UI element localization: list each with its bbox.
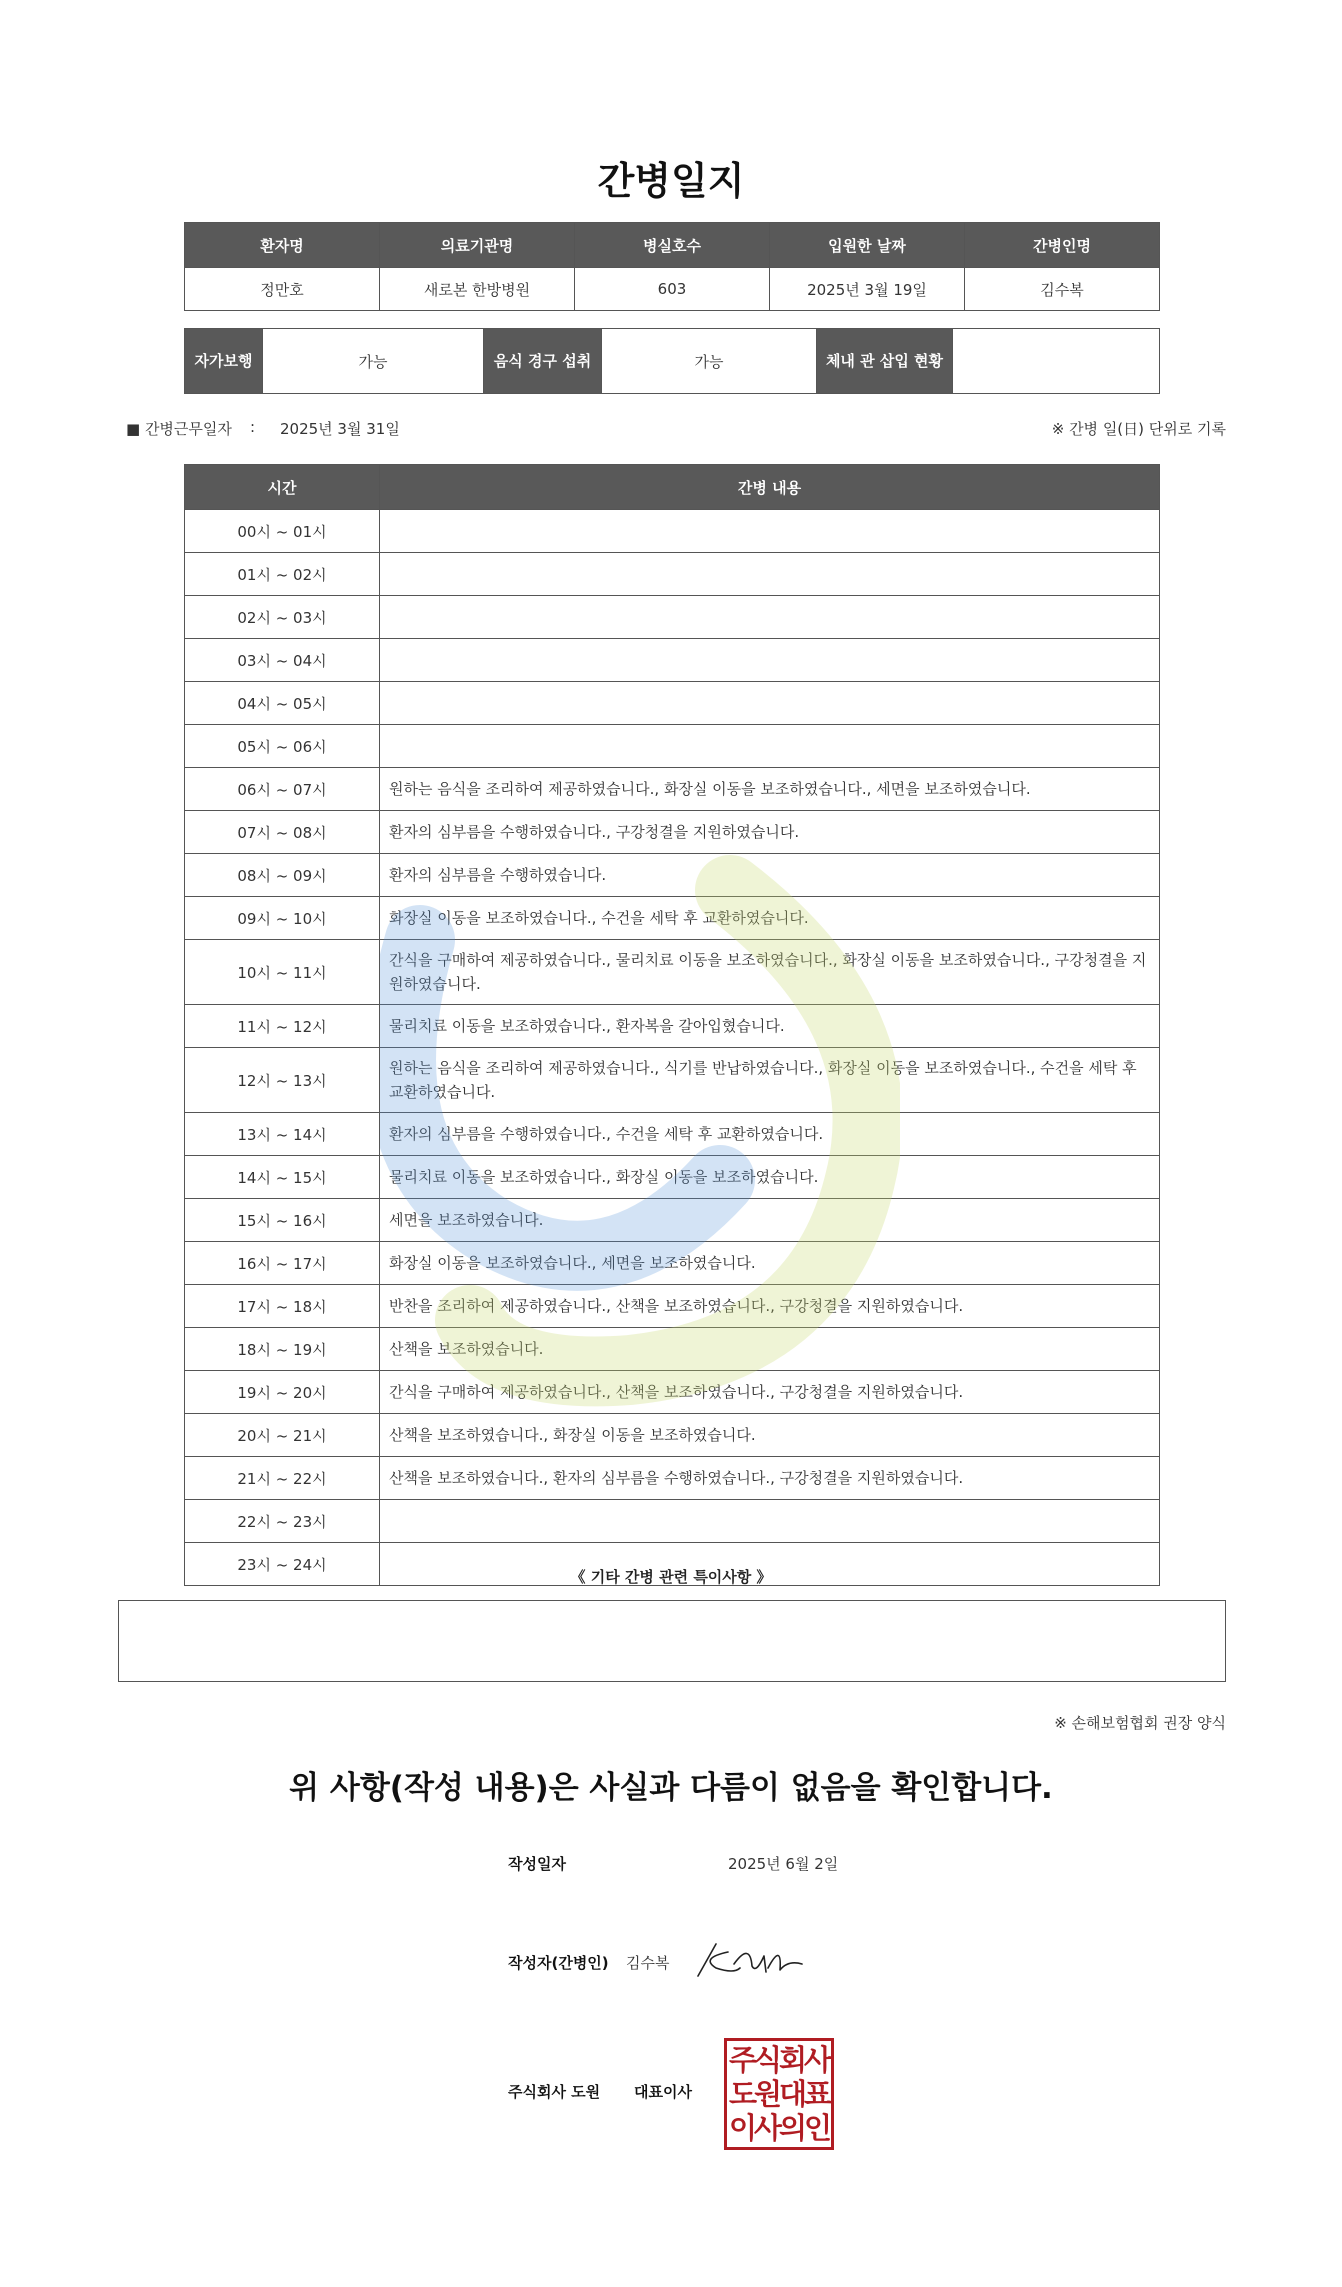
time-cell: 02시 ~ 03시 — [185, 596, 380, 639]
table-row — [185, 1414, 1160, 1457]
label-tube-insertion: 체내 관 삽입 현황 — [817, 329, 953, 394]
care-content-cell: 반찬을 조리하여 제공하였습니다., 산책을 보조하였습니다., 구강청결을 지원하였습니다. — [380, 1285, 1160, 1328]
insurance-form-note: ※ 손해보험협회 권장 양식 — [1054, 1714, 1226, 1732]
care-content-cell: 환자의 심부름을 수행하였습니다. — [380, 854, 1160, 897]
care-content-cell: 산책을 보조하였습니다., 환자의 심부름을 수행하였습니다., 구강청결을 지원하였습니다. — [380, 1457, 1160, 1500]
care-content-cell: 세면을 보조하였습니다. — [380, 1199, 1160, 1242]
care-log-header-row — [185, 465, 1160, 510]
table-row — [185, 510, 1160, 553]
confirmation-statement: 위 사항(작성 내용)은 사실과 다름이 없음을 확인합니다. — [289, 1770, 1053, 1806]
time-cell: 12시 ~ 13시 — [185, 1048, 380, 1113]
time-cell: 18시 ~ 19시 — [185, 1328, 380, 1371]
table-row — [185, 1500, 1160, 1543]
value-admission-date: 2025년 3월 19일 — [770, 268, 965, 311]
time-cell: 07시 ~ 08시 — [185, 811, 380, 854]
memo-box — [118, 1600, 1226, 1682]
table-row — [185, 1285, 1160, 1328]
care-content-cell — [380, 639, 1160, 682]
care-content-cell — [380, 1500, 1160, 1543]
patient-info-table — [184, 222, 1160, 311]
time-cell: 16시 ~ 17시 — [185, 1242, 380, 1285]
table-row — [185, 596, 1160, 639]
header-patient-name: 환자명 — [185, 223, 380, 268]
daily-unit-note: ※ 간병 일(日) 단위로 기록 — [1051, 420, 1226, 438]
time-cell: 04시 ~ 05시 — [185, 682, 380, 725]
table-row — [185, 854, 1160, 897]
time-cell: 19시 ~ 20시 — [185, 1371, 380, 1414]
label-self-walking: 자가보행 — [185, 329, 263, 394]
writer-name: 김수복 — [626, 1954, 670, 1972]
seal-line-3: 이사의인 — [728, 2111, 830, 2145]
patient-status-row — [185, 329, 1160, 394]
patient-info-header-row — [185, 223, 1160, 268]
care-content-cell: 환자의 심부름을 수행하였습니다., 수건을 세탁 후 교환하였습니다. — [380, 1113, 1160, 1156]
handwritten-signature — [694, 1938, 806, 1984]
care-content-cell: 원하는 음식을 조리하여 제공하였습니다., 식기를 반납하였습니다., 화장실 이동을 보조하였습니다., 수건을 세탁 후 교환하였습니다. — [380, 1048, 1160, 1113]
table-row — [185, 682, 1160, 725]
care-content-cell: 간식을 구매하여 제공하였습니다., 물리치료 이동을 보조하였습니다., 화장실 이동을 보조하였습니다., 구강청결을 지원하였습니다. — [380, 940, 1160, 1005]
work-date-label: ■ 간병근무일자 — [126, 420, 232, 438]
patient-status-table — [184, 328, 1160, 394]
value-oral-intake: 가능 — [602, 329, 817, 394]
table-row — [185, 1156, 1160, 1199]
care-content-cell: 환자의 심부름을 수행하였습니다., 구강청결을 지원하였습니다. — [380, 811, 1160, 854]
writer-label: 작성자(간병인) — [508, 1954, 609, 1972]
care-content-cell — [380, 553, 1160, 596]
value-self-walking: 가능 — [263, 329, 484, 394]
care-content-cell: 물리치료 이동을 보조하였습니다., 화장실 이동을 보조하였습니다. — [380, 1156, 1160, 1199]
care-content-cell: 원하는 음식을 조리하여 제공하였습니다., 화장실 이동을 보조하였습니다., 세면을 보조하였습니다. — [380, 768, 1160, 811]
table-row — [185, 725, 1160, 768]
time-cell: 03시 ~ 04시 — [185, 639, 380, 682]
time-cell: 11시 ~ 12시 — [185, 1005, 380, 1048]
ceo-label: 대표이사 — [634, 2083, 692, 2101]
memo-title: 《 기타 간병 관련 특이사항 》 — [570, 1568, 772, 1586]
company-label: 주식회사 도원 — [508, 2083, 601, 2101]
time-cell: 15시 ~ 16시 — [185, 1199, 380, 1242]
table-row — [185, 1048, 1160, 1113]
work-date-colon: : — [250, 418, 256, 436]
table-row — [185, 639, 1160, 682]
table-row — [185, 1005, 1160, 1048]
time-cell: 23시 ~ 24시 — [185, 1543, 380, 1586]
header-caregiver-name: 간병인명 — [965, 223, 1160, 268]
care-content-cell — [380, 682, 1160, 725]
header-care-content: 간병 내용 — [380, 465, 1160, 510]
value-hospital-name: 새로본 한방병원 — [380, 268, 575, 311]
time-cell: 06시 ~ 07시 — [185, 768, 380, 811]
table-row — [185, 1242, 1160, 1285]
time-cell: 05시 ~ 06시 — [185, 725, 380, 768]
care-content-cell: 물리치료 이동을 보조하였습니다., 환자복을 갈아입혔습니다. — [380, 1005, 1160, 1048]
time-cell: 21시 ~ 22시 — [185, 1457, 380, 1500]
written-date-value: 2025년 6월 2일 — [728, 1855, 839, 1873]
document-title: 간병일지 — [597, 159, 745, 203]
seal-line-2: 도원대표 — [728, 2077, 830, 2111]
table-row — [185, 553, 1160, 596]
time-cell: 13시 ~ 14시 — [185, 1113, 380, 1156]
table-row — [185, 897, 1160, 940]
care-content-cell — [380, 725, 1160, 768]
time-cell: 20시 ~ 21시 — [185, 1414, 380, 1457]
care-content-cell: 산책을 보조하였습니다., 화장실 이동을 보조하였습니다. — [380, 1414, 1160, 1457]
header-admission-date: 입원한 날짜 — [770, 223, 965, 268]
time-cell: 08시 ~ 09시 — [185, 854, 380, 897]
header-hospital-name: 의료기관명 — [380, 223, 575, 268]
value-caregiver-name: 김수복 — [965, 268, 1160, 311]
time-cell: 10시 ~ 11시 — [185, 940, 380, 1005]
table-row — [185, 1457, 1160, 1500]
care-content-cell: 화장실 이동을 보조하였습니다., 세면을 보조하였습니다. — [380, 1242, 1160, 1285]
care-log-body — [185, 510, 1160, 1586]
header-time: 시간 — [185, 465, 380, 510]
care-content-cell: 간식을 구매하여 제공하였습니다., 산책을 보조하였습니다., 구강청결을 지원하였습니다. — [380, 1371, 1160, 1414]
company-seal-stamp — [724, 2038, 834, 2150]
value-tube-insertion — [953, 329, 1160, 394]
care-content-cell: 화장실 이동을 보조하였습니다., 수건을 세탁 후 교환하였습니다. — [380, 897, 1160, 940]
time-cell: 01시 ~ 02시 — [185, 553, 380, 596]
care-content-cell: 산책을 보조하였습니다. — [380, 1328, 1160, 1371]
time-cell: 22시 ~ 23시 — [185, 1500, 380, 1543]
care-content-cell — [380, 596, 1160, 639]
value-patient-name: 정만호 — [185, 268, 380, 311]
header-room-number: 병실호수 — [575, 223, 770, 268]
table-row — [185, 1113, 1160, 1156]
table-row — [185, 1371, 1160, 1414]
value-room-number: 603 — [575, 268, 770, 311]
seal-line-1: 주식회사 — [728, 2043, 830, 2077]
table-row — [185, 1199, 1160, 1242]
table-row — [185, 1328, 1160, 1371]
time-cell: 17시 ~ 18시 — [185, 1285, 380, 1328]
table-row — [185, 940, 1160, 1005]
care-content-cell — [380, 510, 1160, 553]
work-date-value: 2025년 3월 31일 — [280, 420, 400, 438]
time-cell: 14시 ~ 15시 — [185, 1156, 380, 1199]
patient-info-value-row — [185, 268, 1160, 311]
care-log-table — [184, 464, 1160, 1586]
time-cell: 00시 ~ 01시 — [185, 510, 380, 553]
label-oral-intake: 음식 경구 섭취 — [484, 329, 602, 394]
table-row — [185, 811, 1160, 854]
table-row — [185, 768, 1160, 811]
time-cell: 09시 ~ 10시 — [185, 897, 380, 940]
written-date-label: 작성일자 — [508, 1855, 566, 1873]
